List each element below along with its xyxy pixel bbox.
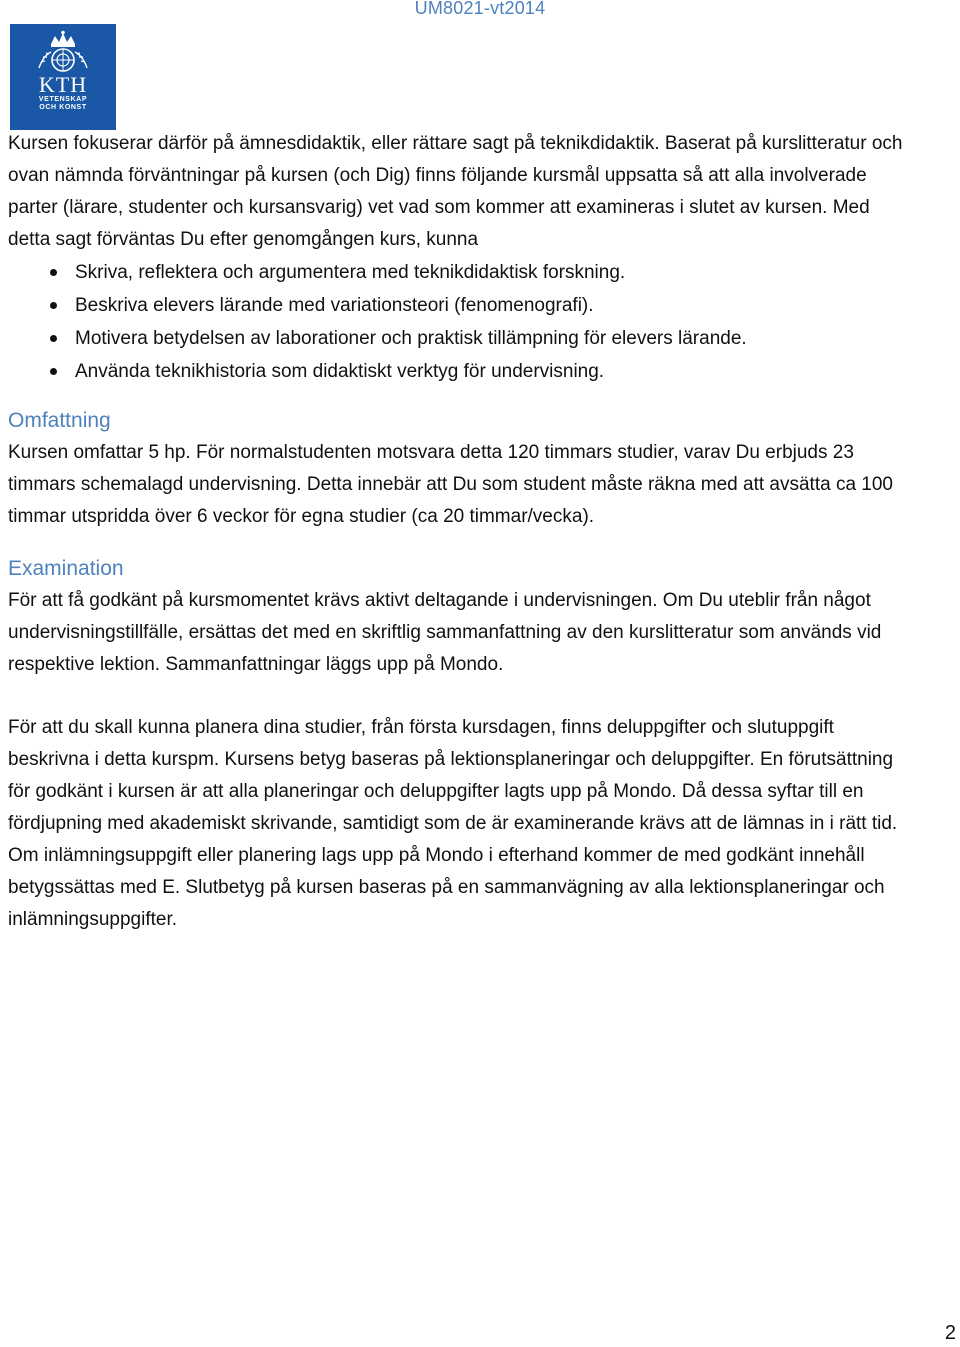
goal-text: Beskriva elevers lärande med variationsteori (fenomenografi).: [75, 295, 594, 316]
goal-text: Motivera betydelsen av laborationer och praktisk tillämpning för elevers lärande.: [75, 328, 747, 349]
goal-text: Skriva, reflektera och argumentera med teknikdidaktisk forskning.: [75, 262, 626, 283]
bullet-icon: [50, 269, 57, 276]
examination-heading: Examination: [8, 557, 124, 580]
kth-crest-icon: [33, 30, 93, 72]
goal-item: [8, 256, 908, 289]
page-number: 2: [944, 1322, 956, 1344]
bullet-icon: [50, 335, 57, 342]
course-goals-list: [8, 256, 908, 388]
bullet-icon: [50, 368, 57, 375]
intro-paragraph: Kursen fokuserar därför på ämnesdidaktik, eller rättare sagt på teknikdidaktik. Baserat på kurslitteratur och ovan nämnda förväntningar på kursen (och Dig) finns följande kursmål uppsatta så att alla involverade parter (lärare, studenter och kursansvarig) vet vad som kommer att examineras i slutet av kursen. Med detta sagt förväntas Du efter genomgången kurs, kunna: [8, 133, 903, 250]
scope-paragraph: Kursen omfattar 5 hp. För normalstudenten motsvara detta 120 timmars studier, varav Du erbjuds 23 timmars schemalagd undervisning. Detta innebär att Du som student måste räkna med att avsätta ca 100 timmar utspridda över 6 veckor för egna studier (ca 20 timmar/vecka).: [8, 442, 894, 527]
goal-item: [8, 289, 908, 322]
logo-line-1: VETENSKAP: [38, 96, 88, 103]
scope-heading: Omfattning: [8, 409, 111, 432]
logo-kth-text: KTH: [38, 72, 88, 97]
bullet-icon: [50, 302, 57, 309]
header-course-code: UM8021-vt2014: [414, 0, 546, 18]
examination-paragraph-2: För att du skall kunna planera dina studier, från första kursdagen, finns deluppgifter och slutuppgift beskrivna i detta kurspm. Kursens betyg baseras på lektionsplaneringar och deluppgifter. En förutsättning för godkänt i kursen är att alla planeringar och deluppgifter lagts upp på Mondo. Då dessa syftar till en fördjupning med akademiskt skrivande, samtidigt som de är examinerande krävs att de lämnas in i rätt tid. Om inlämningsuppgift eller planering lags upp på Mondo i efterhand kommer de med godkänt innehåll betygssättas med E. Slutbetyg på kursen baseras på en sammanvägning av alla lektionsplaneringar och inlämningsuppgifter.: [8, 717, 898, 930]
kth-logo: [10, 24, 116, 130]
goal-item: [8, 322, 908, 355]
goal-text: Använda teknikhistoria som didaktiskt verktyg för undervisning.: [75, 361, 605, 382]
document-content: [8, 128, 908, 936]
examination-paragraph-1: För att få godkänt på kursmomentet krävs aktivt deltagande i undervisningen. Om Du uteblir från något undervisningstillfälle, ersättas det med en skriftlig sammanfattning av den kurslitteratur som används vid respektive lektion. Sammanfattningar läggs upp på Mondo.: [8, 590, 882, 675]
goal-item: [8, 355, 908, 388]
logo-line-2: OCH KONST: [39, 104, 87, 111]
